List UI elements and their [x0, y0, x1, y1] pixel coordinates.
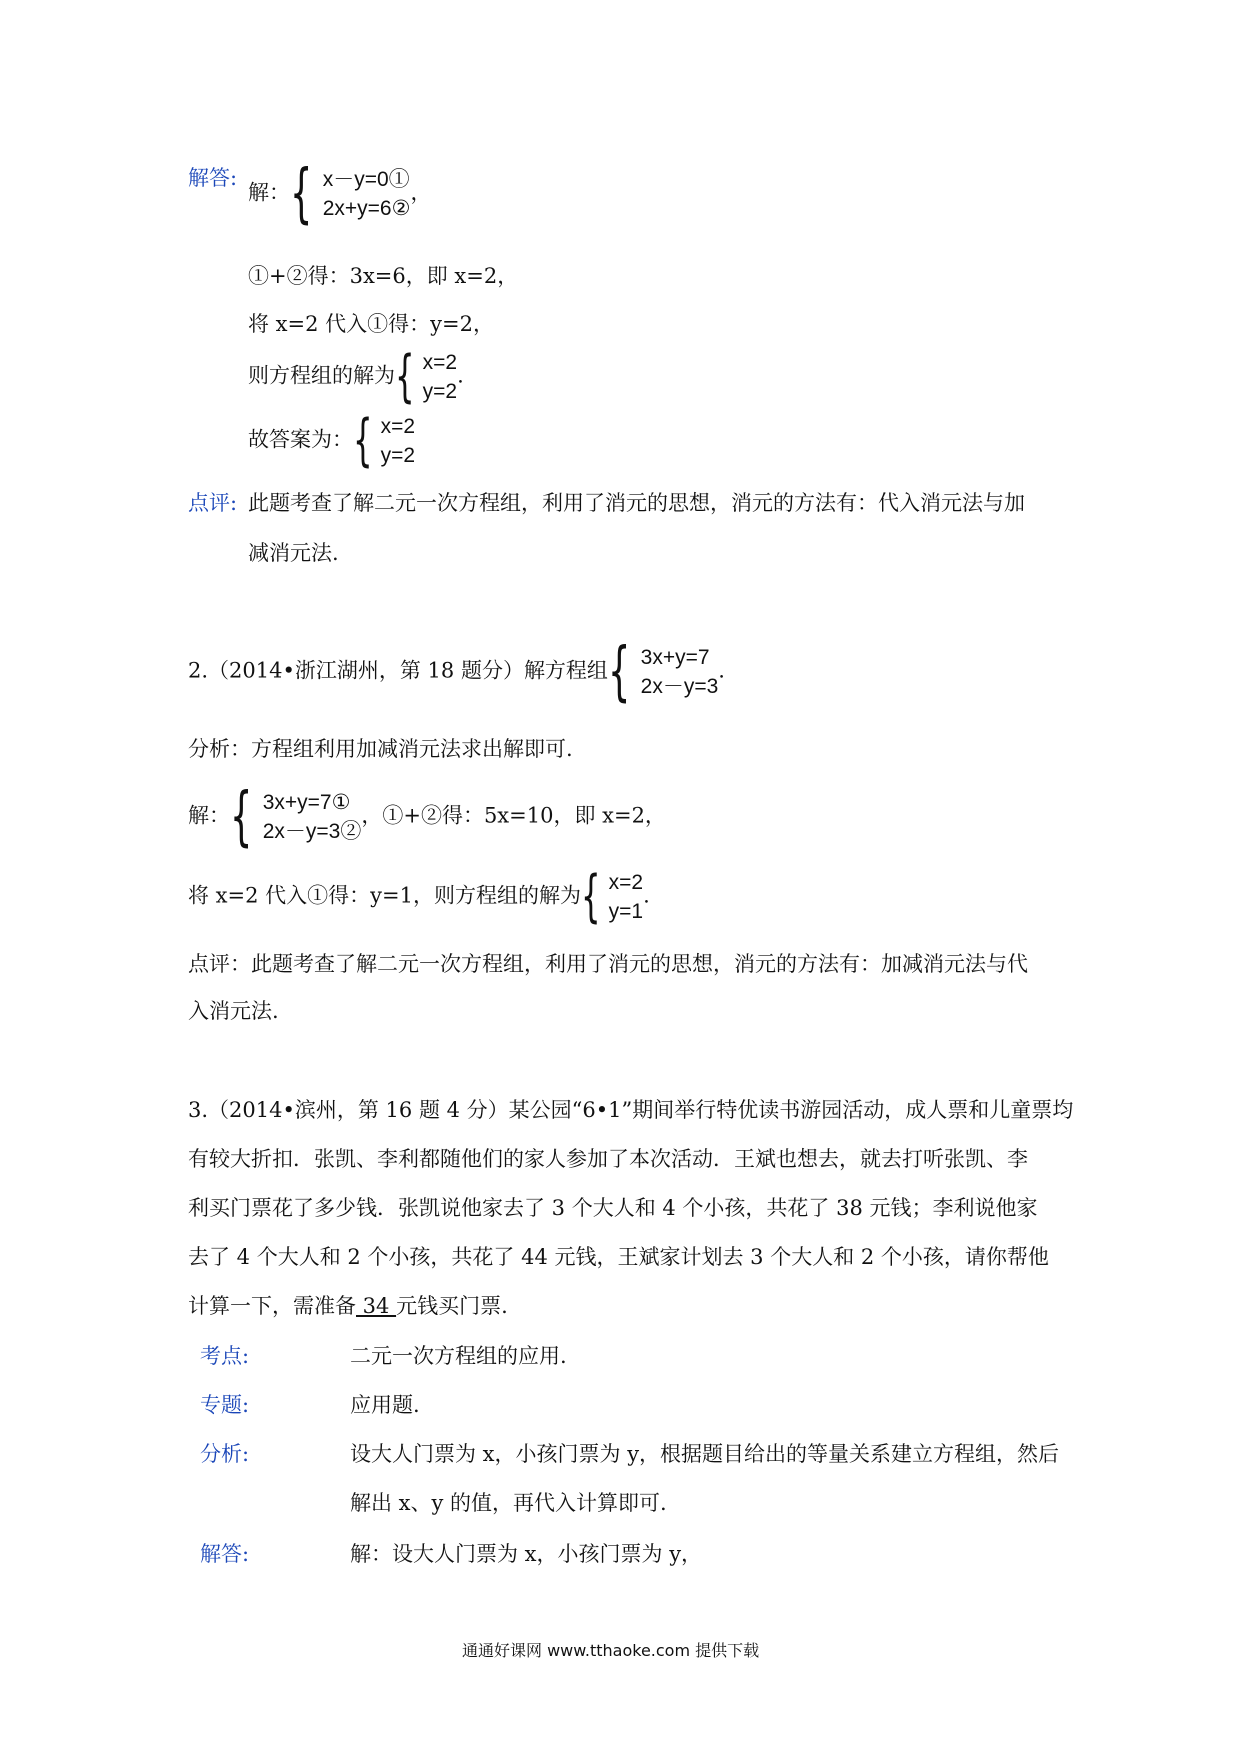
q3-fenxi-label: 分析:	[200, 1442, 250, 1466]
left-brace-icon: {	[580, 864, 601, 929]
q1-final-system	[353, 408, 416, 473]
q1-step-3-prefix: 则方程组的解为	[248, 363, 395, 388]
q2-title	[188, 635, 725, 709]
q2-title-prefix: 2.（2014•浙江湖州，第 18 题分）解方程组	[188, 658, 608, 683]
q1-sys-tail: ，	[410, 180, 432, 205]
q1-final-prefix: 故答案为：	[248, 427, 353, 452]
q1-comment-text-2: 减消元法.	[248, 541, 339, 565]
q3-kaodian-label: 考点:	[200, 1344, 250, 1368]
q1-comment-text-1: 此题考查了解二元一次方程组，利用了消元的思想，消元的方法有：代入消元法与加	[248, 491, 1025, 515]
q2-solution-x: x=2	[608, 871, 644, 894]
q3-jieda-label: 解答:	[200, 1542, 250, 1566]
q3-line-1: 3.（2014•滨州，第 16 题 4 分）某公园“6•1”期间举行特优读书游园活动，成人票和儿童票均	[188, 1098, 1074, 1122]
q2-substitution	[188, 864, 650, 929]
q1-step-2: 将 x=2 代入①得：y=2，	[248, 312, 494, 336]
q2-solution-y: y=1	[608, 900, 644, 923]
q3-jieda-text: 解：设大人门票为 x，小孩门票为 y，	[350, 1542, 703, 1566]
q2-sub-tail: .	[643, 883, 650, 908]
left-brace-icon: {	[607, 635, 631, 709]
q2-equation-system	[230, 780, 362, 854]
q1-equation-system	[290, 157, 411, 231]
q2-solution	[188, 780, 666, 854]
left-brace-icon: {	[395, 344, 415, 409]
q1-solution	[395, 344, 458, 409]
q2-equation-1: 3x+y=7①	[262, 791, 351, 814]
q2-solution-system	[580, 864, 644, 929]
q3-zhuanti-label: 专题:	[200, 1393, 250, 1417]
q2-sub-prefix: 将 x=2 代入①得：y=1，则方程组的解为	[188, 883, 581, 908]
q1-jie: 解：	[248, 180, 290, 205]
q1-solution-system	[248, 157, 432, 231]
q1-step-3-tail: .	[457, 363, 464, 388]
q3-fenxi-text-1: 设大人门票为 x，小孩门票为 y，根据题目给出的等量关系建立方程组，然后	[350, 1442, 1060, 1466]
q3-line-5-prefix: 计算一下，需准备	[188, 1294, 356, 1318]
q1-equation-1: x－y=0①	[322, 168, 410, 191]
left-brace-icon: {	[230, 780, 253, 854]
q3-line-5-suffix: 元钱买门票.	[396, 1294, 508, 1318]
q3-answer-blank: 34	[356, 1294, 397, 1318]
q3-line-3: 利买门票花了多少钱．张凯说他家去了 3 个大人和 4 个小孩，共花了 38 元钱；李利说他家	[188, 1196, 1038, 1220]
q1-comment-label: 点评:	[188, 491, 238, 515]
q2-title-tail: .	[718, 658, 725, 683]
q3-zhuanti-text: 应用题.	[350, 1393, 420, 1417]
q2-equation-2: 2x－y=3②	[262, 820, 362, 843]
q3-fenxi-text-2: 解出 x、y 的值，再代入计算即可.	[350, 1491, 667, 1515]
q1-step-1: ①+②得：3x=6，即 x=2，	[248, 264, 519, 288]
q2-title-system	[607, 635, 719, 709]
q2-comment-1: 点评：此题考查了解二元一次方程组，利用了消元的思想，消元的方法有：加减消元法与代	[188, 952, 1028, 976]
q1-step-3	[248, 344, 464, 409]
q1-final-x: x=2	[380, 415, 416, 438]
q3-line-2: 有较大折扣．张凯、李利都随他们的家人参加了本次活动．王斌也想去，就去打听张凯、李	[188, 1147, 1028, 1171]
q2-analysis: 分析：方程组利用加减消元法求出解即可.	[188, 737, 573, 761]
q1-equation-2: 2x+y=6②	[322, 197, 411, 220]
q3-line-5	[188, 1290, 508, 1320]
q2-title-eq-1: 3x+y=7	[640, 646, 710, 669]
q3-line-4: 去了 4 个大人和 2 个小孩，共花了 44 元钱，王斌家计划去 3 个大人和 2 个小孩，请你帮他	[188, 1245, 1049, 1269]
left-brace-icon: {	[290, 157, 313, 231]
q2-comment-2: 入消元法.	[188, 999, 279, 1023]
q3-kaodian-text: 二元一次方程组的应用.	[350, 1344, 567, 1368]
q1-answer-label: 解答:	[188, 166, 238, 190]
q2-title-eq-2: 2x－y=3	[640, 675, 719, 698]
q1-final-y: y=2	[380, 444, 416, 467]
q2-jie-tail: ，①+②得：5x=10，即 x=2，	[361, 803, 666, 828]
left-brace-icon: {	[353, 408, 373, 473]
q1-solution-y: y=2	[422, 380, 458, 403]
q1-final-answer	[248, 408, 416, 473]
q1-solution-x: x=2	[422, 351, 458, 374]
q2-jie: 解：	[188, 803, 230, 828]
page-footer: 通通好课网 www.tthaoke.com 提供下载	[462, 1641, 760, 1660]
